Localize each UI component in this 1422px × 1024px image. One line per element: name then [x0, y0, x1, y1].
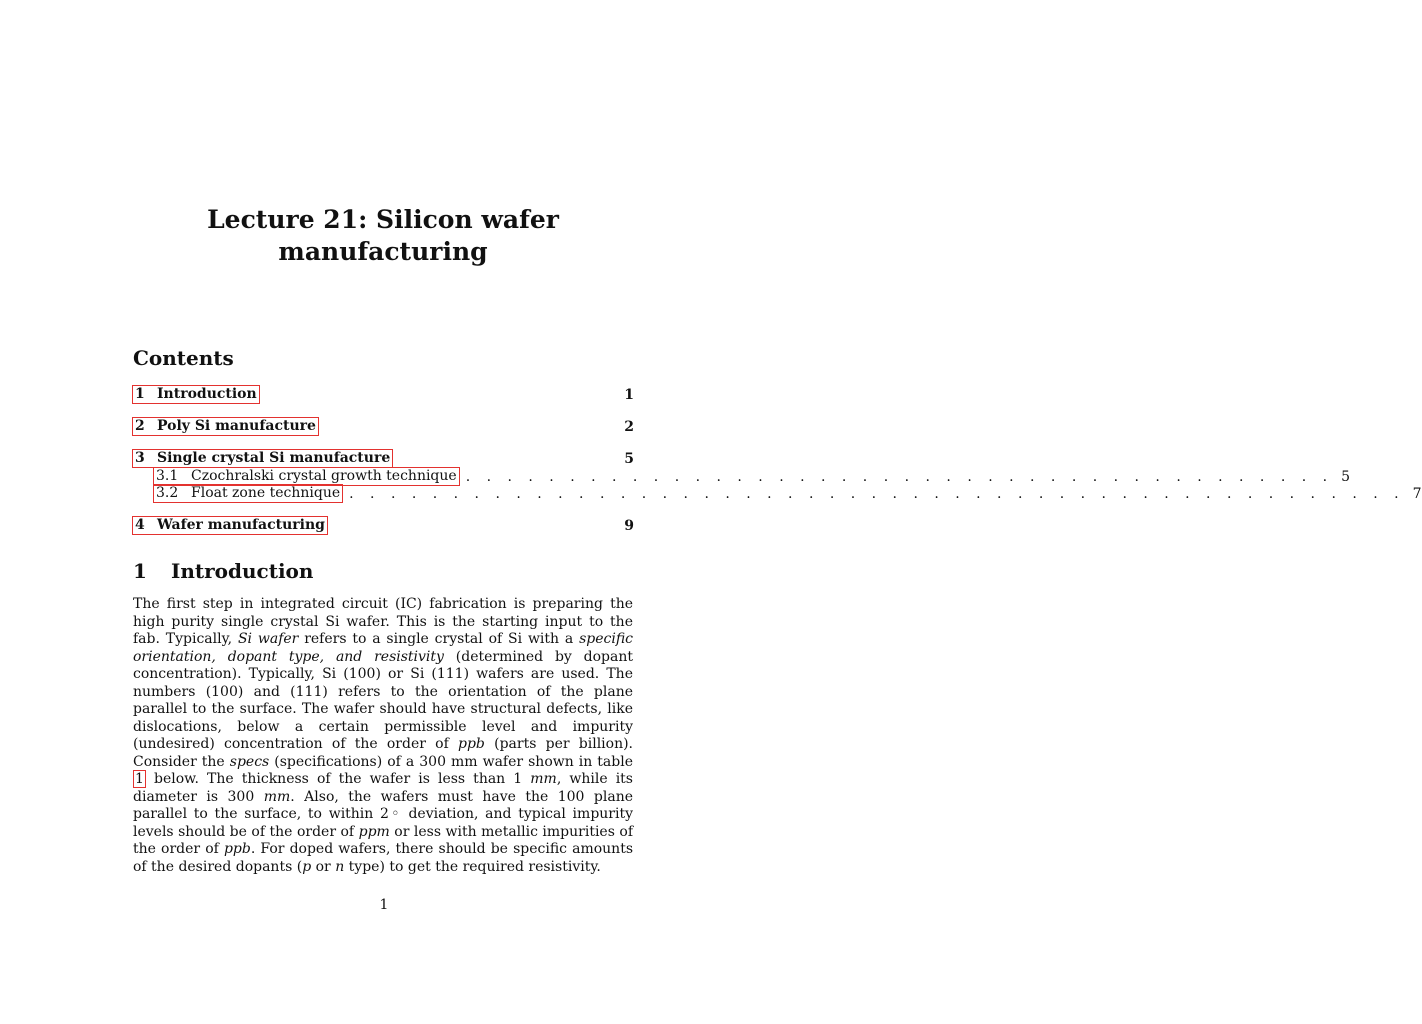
toc-page: 5 [1341, 469, 1350, 485]
toc-link-float-zone[interactable] [153, 484, 343, 503]
toc-number: 3 [135, 450, 145, 466]
toc-label: Wafer manufacturing [157, 517, 325, 533]
toc-dot-leaders: . . . . . . . . . . . . . . . . . . . . . . . . . . . . . . . . . . . . . . . . . . . . . . . . . . . [349, 486, 1405, 502]
title-line-2: manufacturing [278, 237, 488, 266]
toc-dot-leaders: . . . . . . . . . . . . . . . . . . . . . . . . . . . . . . . . . . . . . . . . . . [465, 469, 1334, 485]
toc-link-single-crystal[interactable] [132, 449, 393, 468]
toc-number: 1 [135, 386, 145, 402]
text-run: (parts per billion). Consider the [133, 736, 634, 770]
toc-label: Single crystal Si manufacture [157, 450, 391, 466]
text-run: type) to get the required resistivity. [344, 858, 601, 875]
toc-label: Poly Si manufacture [157, 418, 316, 434]
toc-label: Float zone technique [191, 485, 341, 501]
text-run: or [311, 858, 336, 875]
contents-heading: Contents [133, 346, 234, 370]
paragraph-text [133, 596, 633, 876]
toc-number: 4 [135, 517, 145, 533]
text-run: The first step in integrated circuit (IC) fabrication is preparing the high purity single crystal Si wafer. This is the starting input to the fab. Typically, [133, 596, 633, 647]
emphasis-mm: mm [530, 771, 557, 787]
toc-number: 3.1 [156, 468, 179, 484]
toc-entry-poly-si [132, 417, 634, 436]
emphasis-specs: specs [229, 753, 270, 770]
emphasis-p: p [302, 858, 312, 875]
toc-entry-wafer-manufacturing [132, 516, 634, 535]
text-run: . Also, the wafers must have the 100 plane parallel to the surface, to within 2◦ deviation, and typical impurity levels should be of the order of [133, 788, 634, 840]
document-title [133, 204, 633, 268]
emphasis-si-wafer: Si wafer [237, 631, 299, 647]
emphasis-ppm: ppm [358, 823, 390, 840]
emphasis-specific-orientation: specific orientation, dopant type, and resistivity [133, 631, 634, 665]
toc-page: 1 [624, 387, 634, 403]
text-run: (determined by dopant concentration). Typically, Si (100) or Si (111) wafers are used. The numbers (100) and (111) refers to the orientation of the plane parallel to the surface. The wafer should have structural defects, like dislocations, below a certain permissible level and impurity (undesired) concentration of the order of [133, 648, 633, 752]
text-run: below. The thickness of the wafer is less than 1 [145, 771, 531, 787]
toc-entry-float-zone [153, 484, 1422, 503]
toc-page: 9 [624, 518, 634, 534]
toc-label: Czochralski crystal growth technique [191, 468, 457, 484]
toc-number: 3.2 [156, 485, 179, 501]
toc-page: 2 [624, 419, 634, 435]
introduction-paragraph [133, 596, 633, 876]
emphasis-mm: mm [263, 788, 291, 805]
section-title: Introduction [171, 559, 314, 583]
text-run: refers to a single crystal of Si with a [298, 631, 580, 647]
title-line-1: Lecture 21: Silicon wafer [207, 205, 559, 234]
section-heading [133, 559, 313, 583]
toc-entry-single-crystal [132, 449, 634, 468]
toc-page: 7 [1412, 486, 1422, 502]
text-run: , while its diameter is 300 [133, 771, 633, 805]
text-run: (specifications) of a 300 mm wafer shown in table [269, 753, 634, 770]
toc-entry-introduction [132, 385, 634, 404]
emphasis-ppb: ppb [458, 736, 485, 752]
toc-link-introduction[interactable] [132, 385, 260, 404]
toc-label: Introduction [157, 386, 257, 402]
toc-number: 2 [135, 418, 145, 434]
table-reference-link[interactable]: 1 [135, 771, 144, 787]
toc-link-poly-si[interactable] [132, 417, 319, 436]
toc-link-wafer-manufacturing[interactable] [132, 516, 328, 535]
emphasis-n: n [335, 858, 345, 875]
page-number: 1 [379, 897, 389, 913]
text-run: . For doped wafers, there should be specific amounts of the desired dopants ( [133, 841, 634, 875]
section-number: 1 [133, 559, 147, 583]
toc-page: 5 [624, 451, 634, 467]
emphasis-ppb: ppb [223, 841, 251, 857]
text-run: or less with metallic impurities of the order of [133, 823, 634, 857]
